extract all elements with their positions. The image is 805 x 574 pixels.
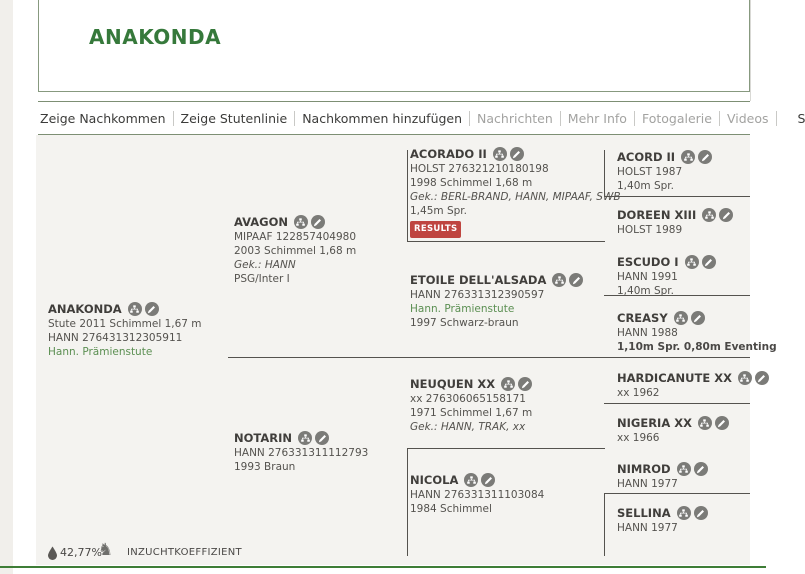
pedigree-tree-icon[interactable]	[685, 255, 699, 269]
pedigree-cell-nicola	[410, 472, 544, 516]
horse-info	[617, 386, 769, 400]
horse-name[interactable]: DOREEN XIII	[617, 208, 697, 222]
horse-name[interactable]: ACORD II	[617, 150, 676, 164]
nav-top-divider	[38, 101, 750, 102]
horse-name[interactable]: NEUQUEN XX	[410, 377, 496, 391]
pedigree-cell-doreen-xiii	[617, 207, 733, 237]
horse-info-line: HANN 276331312390597	[410, 289, 545, 301]
tab-zeige-nachkommen[interactable]: Zeige Nachkommen	[40, 110, 166, 126]
horse-info-line: 2003 Schimmel 1,68 m	[234, 245, 357, 257]
horse-info	[234, 446, 368, 474]
pedigree-cell-avagon	[234, 214, 356, 286]
pedigree-cell-etoile	[410, 272, 583, 330]
horse-actions	[685, 255, 716, 269]
results-row	[410, 218, 621, 238]
pedigree-cell-anakonda	[48, 301, 202, 359]
horse-actions	[464, 473, 495, 487]
horse-actions	[493, 147, 524, 161]
edit-icon[interactable]	[481, 473, 495, 487]
horse-info-line: 1984 Schimmel	[410, 503, 492, 515]
horse-info	[617, 477, 708, 491]
header-box	[38, 0, 750, 92]
horse-info-line: Gek.: HANN	[234, 259, 296, 271]
horse-info-line: HANN 276431312305911	[48, 332, 183, 344]
horse-icon: ♞	[98, 540, 114, 560]
pedigree-divider	[228, 357, 750, 358]
horse-info-line: 1,10m Spr. 0,80m Eventing	[617, 341, 777, 353]
horse-name[interactable]: ANAKONDA	[48, 302, 122, 316]
pedigree-divider	[604, 493, 605, 556]
edit-icon[interactable]	[145, 302, 159, 316]
horse-info	[617, 270, 716, 298]
pedigree-cell-notarin	[234, 430, 368, 474]
horse-info-line: HANN 1991	[617, 271, 678, 283]
edit-icon[interactable]	[702, 255, 716, 269]
horse-name[interactable]: ETOILE DELL'ALSADA	[410, 273, 547, 287]
blood-drop-icon	[47, 545, 58, 564]
horse-info-line: xx 1966	[617, 432, 660, 444]
edit-icon[interactable]	[510, 147, 524, 161]
tab-separator	[294, 111, 295, 126]
horse-info	[617, 326, 777, 354]
pedigree-cell-escudo-i	[617, 254, 716, 298]
horse-actions	[501, 377, 532, 391]
pedigree-tree-icon[interactable]	[464, 473, 478, 487]
horse-info-line: 1993 Braun	[234, 461, 296, 473]
pedigree-divider	[604, 403, 750, 404]
horse-info-line: PSG/Inter I	[234, 273, 290, 285]
horse-info-line: Stute 2011 Schimmel 1,67 m	[48, 318, 202, 330]
pedigree-cell-nigeria-xx	[617, 415, 729, 445]
tab-zeige-stutenlinie[interactable]: Zeige Stutenlinie	[180, 110, 288, 126]
horse-info	[617, 165, 712, 193]
horse-info-line: HANN 276331311103084	[410, 489, 545, 501]
horse-actions	[738, 371, 769, 385]
page-left-margin	[0, 0, 13, 574]
horse-info-line: HANN 1988	[617, 327, 678, 339]
horse-info-line: HOLST 1987	[617, 166, 683, 178]
horse-name[interactable]: AVAGON	[234, 215, 288, 229]
edit-icon[interactable]	[311, 215, 325, 229]
pedigree-tree-icon[interactable]	[128, 302, 142, 316]
horse-name[interactable]: NICOLA	[410, 473, 459, 487]
pedigree-divider	[604, 196, 750, 197]
pedigree-cell-sellina	[617, 505, 708, 535]
edit-icon[interactable]	[715, 416, 729, 430]
tab-fotogalerie[interactable]: Fotogalerie	[641, 110, 712, 126]
tab-separator	[469, 111, 470, 126]
horse-info-line: HOLST 1989	[617, 224, 683, 236]
bottom-accent-bar	[0, 566, 766, 568]
pedigree-tree-icon[interactable]	[674, 311, 688, 325]
horse-actions	[677, 462, 708, 476]
horse-info	[234, 230, 356, 286]
tab-separator	[634, 111, 635, 126]
horse-info	[410, 488, 544, 516]
pedigree-tree-icon[interactable]	[501, 377, 515, 391]
horse-name[interactable]: ACORADO II	[410, 147, 487, 161]
pedigree-divider	[604, 493, 750, 494]
pedigree-tree-icon[interactable]	[677, 462, 691, 476]
pedigree-tree-icon[interactable]	[294, 215, 308, 229]
horse-info-line: 1998 Schimmel 1,68 m	[410, 177, 533, 189]
horse-info-line: 1997 Schwarz-braun	[410, 317, 519, 329]
edit-icon[interactable]	[694, 462, 708, 476]
pedigree-tree-icon[interactable]	[552, 273, 566, 287]
edit-icon[interactable]	[315, 431, 329, 445]
pedigree-cell-neuquen-xx	[410, 376, 532, 434]
tab-nachkommen-hinzufuegen[interactable]: Nachkommen hinzufügen	[302, 110, 463, 126]
horse-info-line: HANN 1977	[617, 478, 678, 490]
tab-mehr-info[interactable]: Mehr Info	[567, 110, 627, 126]
horse-name[interactable]: CREASY	[617, 311, 668, 325]
pedigree-tree-icon[interactable]	[698, 416, 712, 430]
pedigree-cell-nimrod	[617, 461, 708, 491]
page-right-edge	[750, 0, 751, 101]
horse-actions	[681, 150, 712, 164]
inbreeding-label: INZUCHTKOEFFIZIENT	[127, 547, 242, 558]
horse-actions	[698, 416, 729, 430]
edit-icon[interactable]	[518, 377, 532, 391]
pedigree-tree-icon[interactable]	[677, 506, 691, 520]
edit-icon[interactable]	[569, 273, 583, 287]
edit-icon[interactable]	[691, 311, 705, 325]
horse-info	[48, 317, 202, 359]
pedigree-tree-icon[interactable]	[493, 147, 507, 161]
edit-icon[interactable]	[755, 371, 769, 385]
pedigree-divider	[407, 150, 408, 241]
horse-name[interactable]: NOTARIN	[234, 431, 293, 445]
tab-separator	[173, 111, 174, 126]
tab-videos[interactable]: Videos	[726, 110, 769, 126]
tab-nachrichten[interactable]: Nachrichten	[477, 110, 553, 126]
horse-info-line: 1971 Schimmel 1,67 m	[410, 407, 533, 419]
horse-name[interactable]: NIMROD	[617, 462, 671, 476]
pedigree-tree-icon[interactable]	[738, 371, 752, 385]
horse-actions	[128, 302, 159, 316]
horse-actions	[677, 506, 708, 520]
pedigree-divider	[407, 448, 408, 556]
tab-cutoff[interactable]: S	[797, 110, 805, 126]
horse-info-line: MIPAAF 122857404980	[234, 231, 357, 243]
pedigree-tree-icon[interactable]	[681, 150, 695, 164]
pedigree-cell-acord-ii	[617, 149, 712, 193]
pedigree-cell-hardicanute-xx	[617, 370, 769, 400]
horse-info-line: HOLST 276321210180198	[410, 163, 549, 175]
edit-icon[interactable]	[698, 150, 712, 164]
horse-actions	[702, 208, 733, 222]
horse-info-line: HANN 276331311112793	[234, 447, 369, 459]
horse-actions	[552, 273, 583, 287]
edit-icon[interactable]	[719, 208, 733, 222]
horse-info-line: Gek.: BERL-BRAND, HANN, MIPAAF, SWB	[410, 191, 621, 203]
horse-info-line: xx 1962	[617, 387, 660, 399]
horse-info	[410, 288, 583, 330]
horse-info	[410, 162, 621, 238]
results-badge[interactable]: RESULTS	[410, 221, 461, 238]
pedigree-cell-creasy	[617, 310, 777, 354]
tab-separator	[719, 111, 720, 126]
horse-info-line: HANN 1977	[617, 522, 678, 534]
horse-info	[410, 392, 532, 434]
horse-actions	[298, 431, 329, 445]
horse-actions	[674, 311, 705, 325]
horse-info-line: Hann. Prämienstute	[48, 346, 153, 358]
pedigree-cell-acorado-ii	[410, 146, 621, 238]
horse-info	[617, 223, 733, 237]
page-title: ANAKONDA	[89, 25, 222, 49]
horse-info-line: Hann. Prämienstute	[410, 303, 515, 315]
pedigree-divider	[407, 448, 605, 449]
horse-info	[617, 521, 708, 535]
horse-name[interactable]: ESCUDO I	[617, 255, 679, 269]
horse-info-line: 1,40m Spr.	[617, 285, 674, 297]
pedigree-tree-icon[interactable]	[298, 431, 312, 445]
edit-icon[interactable]	[694, 506, 708, 520]
horse-name[interactable]: NIGERIA XX	[617, 416, 692, 430]
tab-bar	[40, 103, 805, 133]
tab-separator	[560, 111, 561, 126]
horse-info-line: Gek.: HANN, TRAK, xx	[410, 421, 526, 433]
horse-info-line: xx 276306065158171	[410, 393, 526, 405]
pedigree-divider	[407, 241, 605, 242]
horse-name[interactable]: SELLINA	[617, 506, 671, 520]
horse-info	[617, 431, 729, 445]
horse-info-line: 1,45m Spr.	[410, 205, 467, 217]
horse-info-line: 1,40m Spr.	[617, 180, 674, 192]
pedigree-tree-icon[interactable]	[702, 208, 716, 222]
tab-separator	[776, 111, 777, 126]
inbreeding-value: 42,77%	[60, 546, 102, 559]
horse-name[interactable]: HARDICANUTE XX	[617, 371, 732, 385]
horse-actions	[294, 215, 325, 229]
